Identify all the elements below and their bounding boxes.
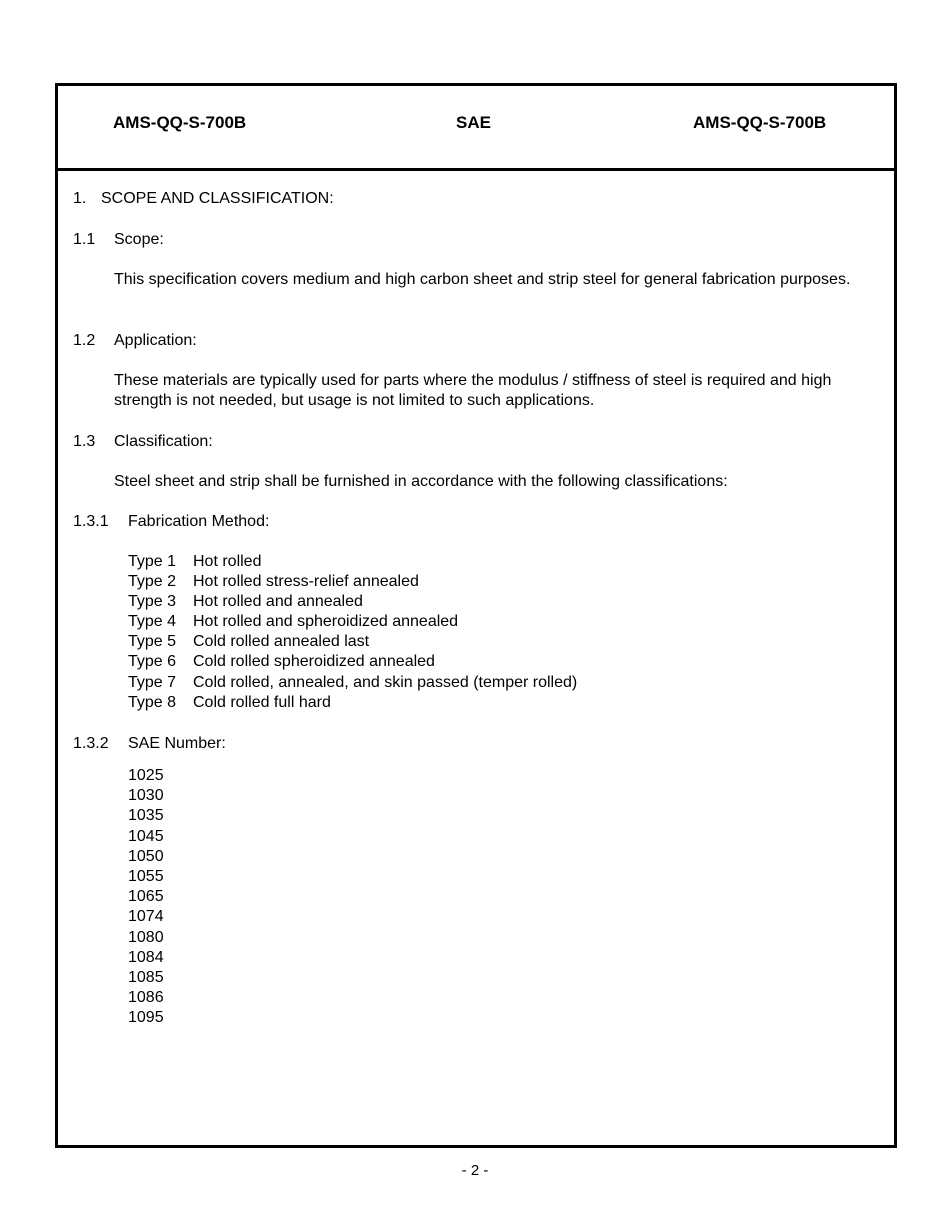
page-number: - 2 - bbox=[461, 1162, 489, 1179]
section-1-1-title: Scope: bbox=[114, 231, 164, 248]
section-1-2-number: 1.2 bbox=[73, 332, 96, 349]
sae-number: 1074 bbox=[128, 908, 164, 926]
type-description: Cold rolled, annealed, and skin passed (temper rolled) bbox=[193, 673, 578, 691]
page-header bbox=[58, 86, 894, 171]
sae-number: 1095 bbox=[128, 1009, 164, 1027]
section-1-number: 1. bbox=[73, 190, 87, 207]
section-1-3-1-number: 1.3.1 bbox=[73, 513, 109, 530]
type-label: Type 6 bbox=[128, 653, 177, 671]
sae-number: 1084 bbox=[128, 948, 164, 966]
section-1-title: SCOPE AND CLASSIFICATION: bbox=[101, 190, 334, 207]
type-description: Hot rolled and annealed bbox=[193, 593, 363, 611]
section-1-3-2-title: SAE Number: bbox=[128, 735, 226, 752]
sae-number: 1086 bbox=[128, 989, 164, 1007]
sae-number: 1085 bbox=[128, 968, 164, 986]
sae-number: 1025 bbox=[128, 767, 164, 784]
type-label: Type 8 bbox=[128, 693, 177, 711]
type-description: Cold rolled spheroidized annealed bbox=[193, 653, 435, 671]
header-org: SAE bbox=[456, 113, 491, 132]
sae-number: 1035 bbox=[128, 807, 164, 825]
sae-number: 1080 bbox=[128, 928, 164, 946]
section-1-3-2-number: 1.3.2 bbox=[73, 735, 109, 752]
section-1-3-number: 1.3 bbox=[73, 433, 96, 450]
type-description: Hot rolled and spheroidized annealed bbox=[193, 613, 459, 631]
sae-number-list bbox=[128, 766, 164, 1028]
section-1-3-text: Steel sheet and strip shall be furnished in accordance with the following classifications: bbox=[114, 473, 728, 490]
type-label: Type 5 bbox=[128, 633, 177, 651]
header-spec-left: AMS-QQ-S-700B bbox=[113, 113, 247, 132]
sae-number: 1055 bbox=[128, 867, 164, 885]
sae-number: 1030 bbox=[128, 787, 164, 805]
header-spec-right: AMS-QQ-S-700B bbox=[693, 113, 827, 132]
type-description: Hot rolled bbox=[193, 553, 262, 570]
sae-number: 1050 bbox=[128, 847, 164, 865]
type-label: Type 7 bbox=[128, 673, 177, 691]
type-label: Type 1 bbox=[128, 553, 177, 570]
section-1-1-number: 1.1 bbox=[73, 231, 96, 248]
section-1-2-title: Application: bbox=[114, 332, 197, 349]
type-label: Type 2 bbox=[128, 573, 177, 591]
type-label: Type 3 bbox=[128, 593, 177, 611]
page-frame bbox=[55, 83, 897, 1148]
type-label: Type 4 bbox=[128, 613, 177, 631]
sae-number: 1065 bbox=[128, 888, 164, 906]
section-1-1-text: This specification covers medium and high carbon sheet and strip steel for general fabrication purposes. bbox=[114, 271, 851, 288]
section-1-3-title: Classification: bbox=[114, 433, 213, 450]
type-description: Hot rolled stress-relief annealed bbox=[193, 573, 419, 591]
type-description: Cold rolled full hard bbox=[193, 693, 331, 711]
section-1-2-text: These materials are typically used for parts where the modulus / stiffness of steel is required and high strength is not needed, but usage is not limited to such applications. bbox=[114, 372, 832, 409]
section-1-3-1-title: Fabrication Method: bbox=[128, 513, 270, 530]
type-description: Cold rolled annealed last bbox=[193, 633, 370, 651]
sae-number: 1045 bbox=[128, 827, 164, 845]
